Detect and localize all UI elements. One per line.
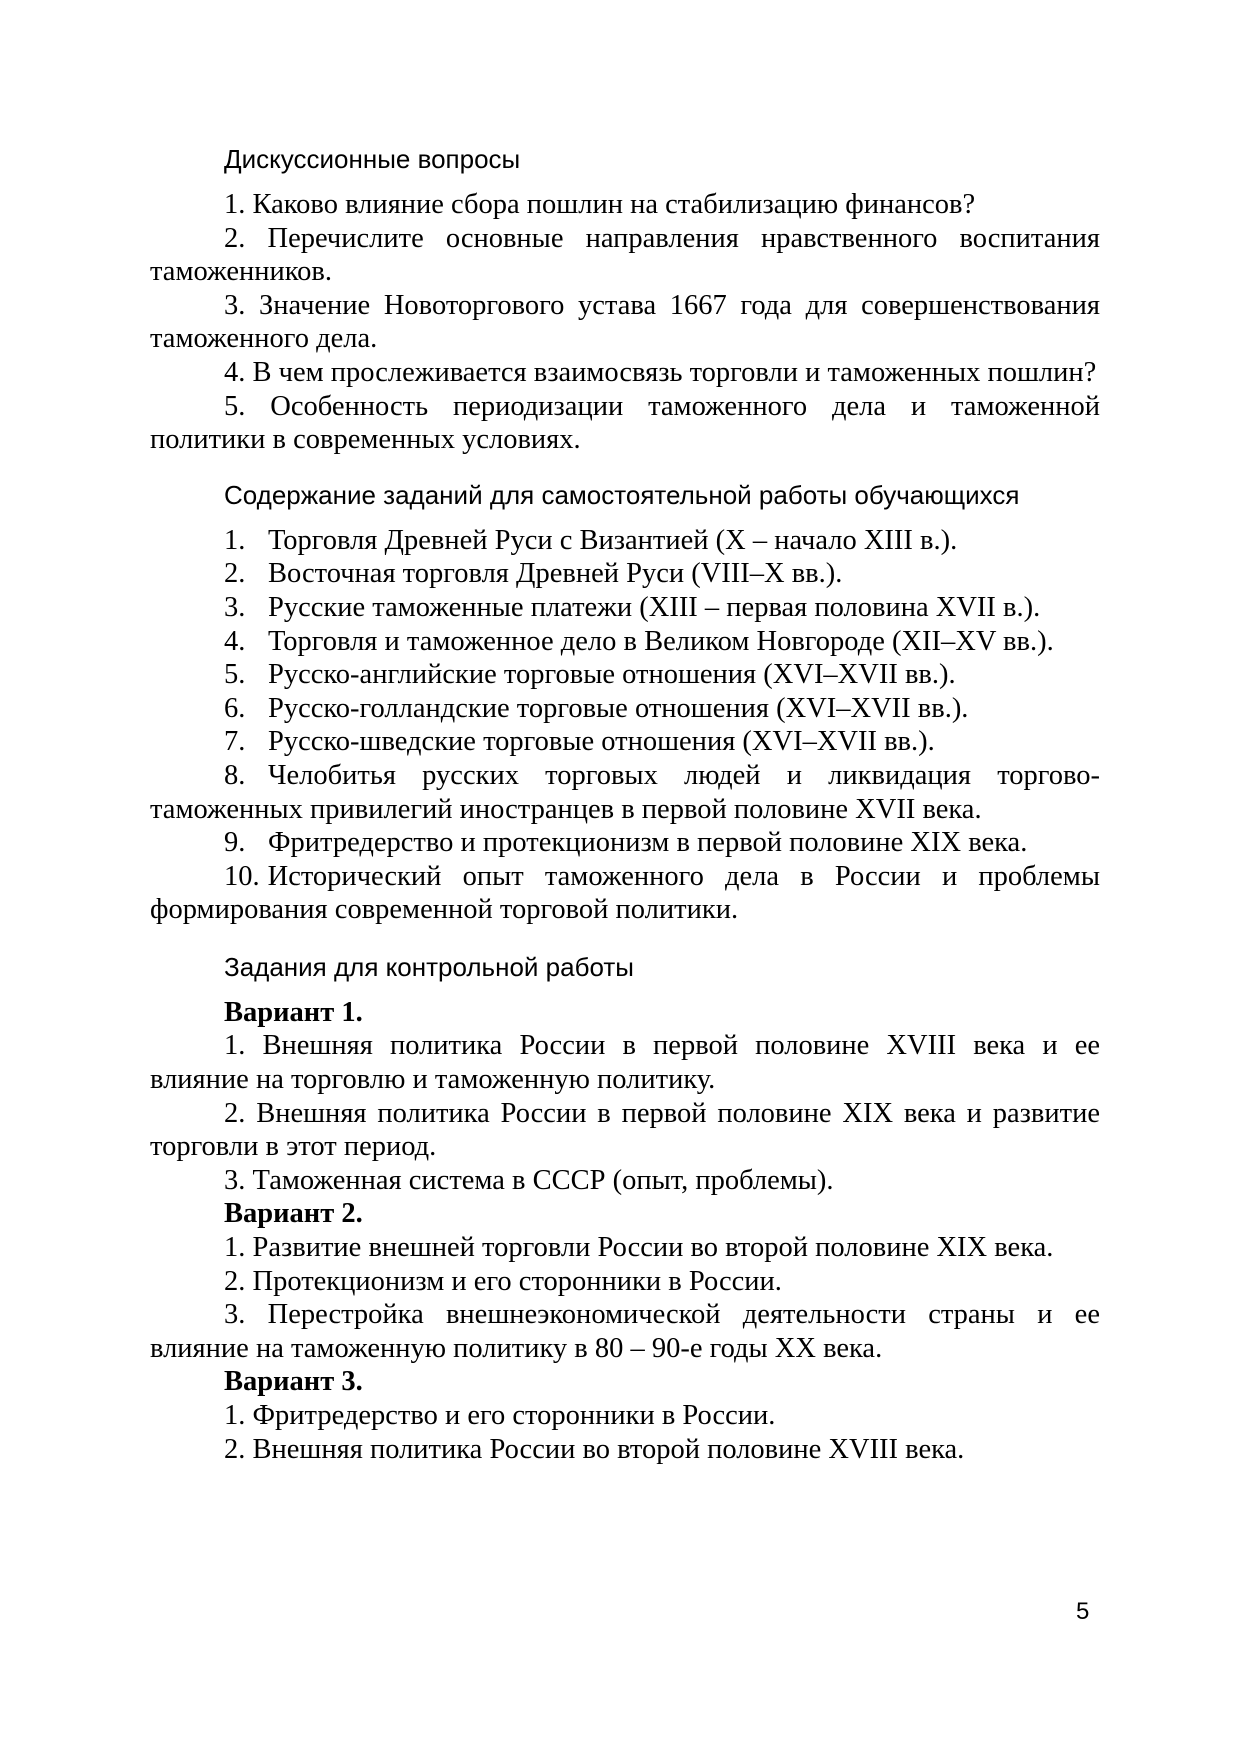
task-number: 9.	[224, 827, 246, 859]
task-number: 5.	[224, 659, 246, 691]
task-text: Русско-шведские торговые отношения (XVI–XVII вв.).	[268, 726, 935, 758]
page-number: 5	[1076, 1598, 1090, 1625]
independent-task	[150, 725, 1100, 759]
independent-task	[150, 658, 1100, 692]
independent-task	[150, 826, 1100, 860]
page-content	[150, 143, 1100, 1466]
discussion-question: 2. Перечислите основные направления нравственного воспитания таможенников.	[150, 222, 1100, 288]
independent-task	[150, 692, 1100, 726]
task-number: 3.	[224, 591, 246, 623]
independent-task	[150, 860, 1100, 927]
variant-title: Вариант 1.	[224, 996, 363, 1028]
discussion-question: 1. Каково влияние сбора пошлин на стабилизацию финансов?	[224, 189, 976, 220]
discussion-question: 5. Особенность периодизации таможенного дела и таможенной политики в современных условиях.	[150, 390, 1100, 456]
task-number: 7.	[224, 726, 246, 758]
independent-task	[150, 625, 1100, 659]
task-number: 4.	[224, 625, 246, 657]
task-text: Русско-голландские торговые отношения (XVI–XVII вв.).	[268, 692, 969, 724]
task-text: Торговля Древней Руси с Византией (X – начало XIII в.).	[268, 524, 958, 556]
task-text: Исторический опыт таможенного дела в России и проблемы формирования современной торговой политики.	[150, 860, 1100, 926]
discussion-question: 4. В чем прослеживается взаимосвязь торговли и таможенных пошлин?	[224, 356, 1097, 388]
task-number: 10.	[224, 860, 260, 892]
variant-task: 2. Внешняя политика России во второй половине XVIII века.	[224, 1433, 965, 1465]
task-number: 2.	[224, 558, 246, 590]
section-heading-discussion: Дискуссионные вопросы	[224, 144, 521, 174]
section-heading-independent-work: Содержание заданий для самостоятельной работы обучающихся	[224, 479, 1020, 510]
independent-task	[150, 759, 1100, 826]
task-text: Челобитья русских торговых людей и ликвидация торгово-таможенных привилегий иностранцев в первой половине XVII века.	[150, 759, 1100, 825]
variant-title: Вариант 3.	[224, 1366, 363, 1398]
section-heading-control-work: Задания для контрольной работы	[224, 951, 634, 982]
variant-task: 1. Фритредерство и его сторонники в России.	[224, 1400, 776, 1431]
variant-task: 1. Развитие внешней торговли России во второй половине XIX века.	[224, 1232, 1054, 1264]
task-number: 8.	[224, 759, 246, 791]
variant-task: 2. Внешняя политика России в первой половине XIX века и развитие торговли в этот период.	[150, 1097, 1100, 1163]
task-text: Фритредерство и протекционизм в первой половине XIX века.	[268, 827, 1028, 859]
variant-task: 2. Протекционизм и его сторонники в России.	[224, 1265, 782, 1297]
variant-title: Вариант 2.	[224, 1198, 363, 1230]
task-text: Русские таможенные платежи (XIII – первая половина XVII в.).	[268, 591, 1041, 623]
task-text: Восточная торговля Древней Руси (VIII–X вв.).	[268, 558, 843, 590]
task-number: 1.	[224, 524, 246, 556]
variant-task: 3. Таможенная система в СССР (опыт, проблемы).	[224, 1164, 834, 1196]
discussion-question: 3. Значение Новоторгового устава 1667 года для совершенствования таможенного дела.	[150, 289, 1100, 355]
independent-task	[150, 557, 1100, 591]
independent-task	[150, 591, 1100, 625]
task-text: Русско-английские торговые отношения (XVI–XVII вв.).	[268, 659, 956, 691]
task-text: Торговля и таможенное дело в Великом Новгороде (XII–XV вв.).	[268, 625, 1054, 657]
variant-task: 3. Перестройка внешнеэкономической деятельности страны и ее влияние на таможенную политику в 80 – 90-е годы XX века.	[150, 1299, 1100, 1364]
independent-task	[150, 524, 1100, 558]
variant-task: 1. Внешняя политика России в первой половине XVIII века и ее влияние на торговлю и таможенную политику.	[150, 1030, 1100, 1096]
task-number: 6.	[224, 692, 246, 724]
